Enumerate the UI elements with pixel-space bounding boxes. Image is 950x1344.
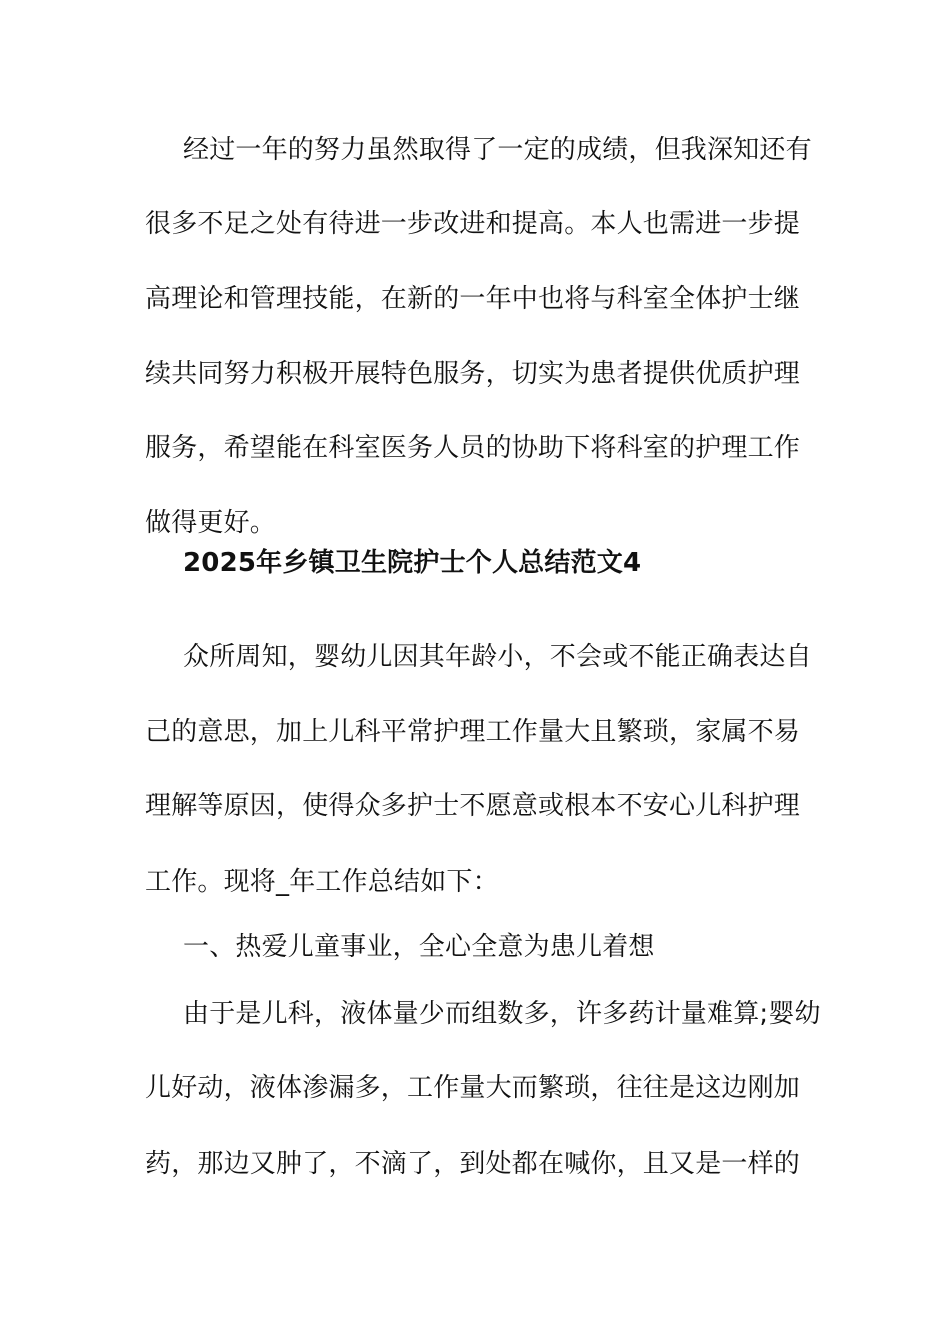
paragraph-1-line-1: 经过一年的努力虽然取得了一定的成绩，但我深知还有 bbox=[183, 135, 812, 165]
paragraph-1-line-6: 做得更好。 bbox=[145, 508, 277, 538]
paragraph-1-line-2: 很多不足之处有待进一步改进和提高。本人也需进一步提 bbox=[145, 209, 801, 239]
subheading-1: 一、热爱儿童事业，全心全意为患儿着想 bbox=[183, 932, 655, 962]
paragraph-2-line-2: 己的意思，加上儿科平常护理工作量大且繁琐，家属不易 bbox=[145, 717, 801, 747]
paragraph-1-line-5: 服务，希望能在科室医务人员的协助下将科室的护理工作 bbox=[145, 433, 801, 463]
paragraph-3-line-1: 由于是儿科，液体量少而组数多，许多药计量难算;婴幼 bbox=[183, 999, 821, 1029]
paragraph-1-line-4: 续共同努力积极开展特色服务，切实为患者提供优质护理 bbox=[145, 359, 801, 389]
paragraph-2-line-3: 理解等原因，使得众多护士不愿意或根本不安心儿科护理 bbox=[145, 791, 801, 821]
paragraph-3-line-3: 药，那边又肿了，不滴了，到处都在喊你，且又是一样的 bbox=[145, 1149, 801, 1179]
paragraph-2-line-1: 众所周知，婴幼儿因其年龄小，不会或不能正确表达自 bbox=[183, 642, 812, 672]
paragraph-3-line-2: 儿好动，液体渗漏多，工作量大而繁琐，往往是这边刚加 bbox=[145, 1073, 801, 1103]
paragraph-2-line-4: 工作。现将_年工作总结如下： bbox=[145, 867, 499, 897]
section-heading: 2025年乡镇卫生院护士个人总结范文4 bbox=[183, 548, 642, 578]
paragraph-1-line-3: 高理论和管理技能，在新的一年中也将与科室全体护士继 bbox=[145, 284, 801, 314]
